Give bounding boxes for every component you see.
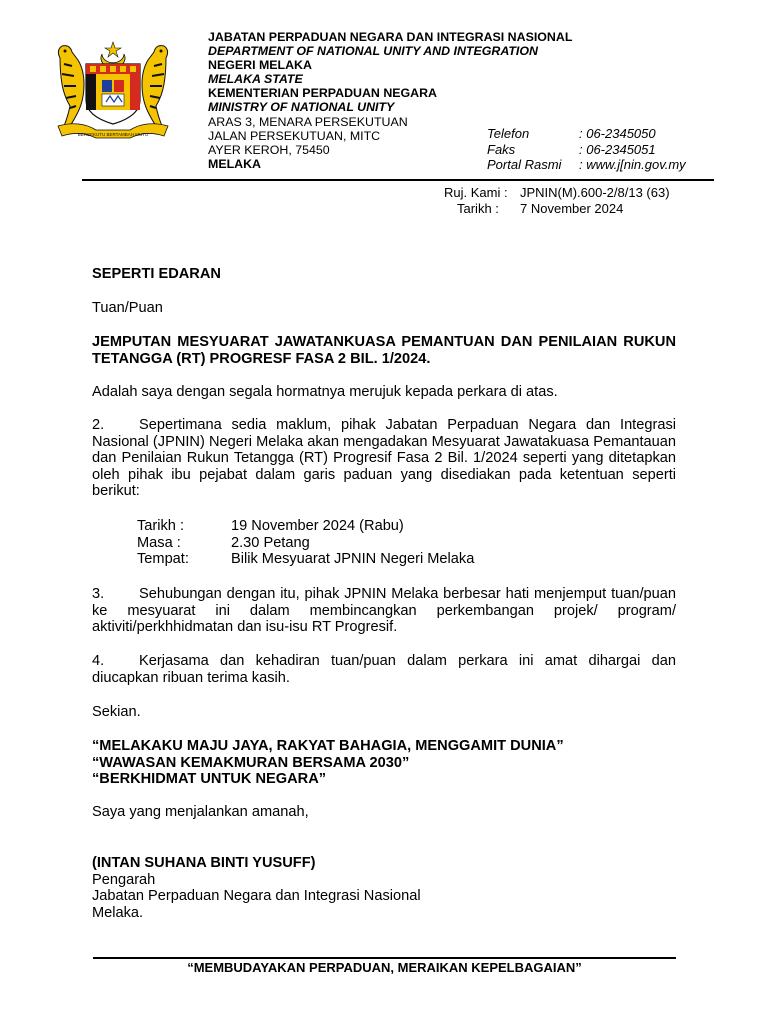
coat-of-arms-logo <box>50 40 176 140</box>
phone-value: : 06-2345050 <box>579 126 656 141</box>
address-line: AYER KEROH, 75450 <box>208 142 330 157</box>
schedule-value: Bilik Mesyuarat JPNIN Negeri Melaka <box>231 551 475 568</box>
address-line: MELAKA <box>208 156 261 171</box>
fax-label: Faks <box>487 141 516 157</box>
schedule-value: 19 November 2024 (Rabu) <box>231 518 404 534</box>
letterhead-line: MELAKA STATE <box>208 72 303 87</box>
schedule-label: Tempat: <box>137 551 189 568</box>
schedule-row <box>137 551 474 568</box>
slogan: “MELAKAKU MAJU JAYA, RAKYAT BAHAGIA, MENGGAMIT DUNIA” <box>92 738 564 754</box>
schedule-value: 2.30 Petang <box>231 534 310 551</box>
slogan: “WAWASAN KEMAKMURAN BERSAMA 2030” <box>92 754 410 771</box>
footer-divider <box>93 957 676 959</box>
motto-ribbon <box>58 124 168 138</box>
contact-phone <box>487 126 686 142</box>
reference-row <box>444 185 670 201</box>
address-line: JALAN PERSEKUTUAN, MITC <box>208 128 381 143</box>
right-tiger-icon <box>142 46 168 126</box>
signatory-org: Jabatan Perpaduan Negara dan Integrasi Nasional <box>92 888 421 905</box>
fax-value: : 06-2345051 <box>579 141 656 157</box>
phone-label: Telefon <box>487 126 530 141</box>
ref-label: Ruj. Kami : <box>444 185 508 200</box>
letterhead-line: MINISTRY OF NATIONAL UNITY <box>208 100 395 115</box>
letterhead-line: JABATAN PERPADUAN NEGARA DAN INTEGRASI NASIONAL <box>208 30 573 44</box>
letterhead-line: NEGERI MELAKA <box>208 58 312 73</box>
slogans <box>92 738 676 788</box>
portal-value: : www.j[nin.gov.my <box>579 157 686 172</box>
ref-value: JPNIN(M).600-2/8/13 (63) <box>520 185 670 200</box>
paragraph-number: 3. <box>92 586 105 602</box>
contact-fax <box>487 142 686 158</box>
schedule-label: Masa : <box>137 534 181 551</box>
meeting-schedule <box>137 518 474 568</box>
contact-portal <box>487 157 686 173</box>
footer-motto: “MEMBUDAYAKAN PERPADUAN, MERAIKAN KEPELBAGAIAN” <box>187 960 582 975</box>
schedule-label: Tarikh : <box>137 518 185 534</box>
paragraph-1: Adalah saya dengan segala hormatnya merujuk kepada perkara di atas. <box>92 384 558 400</box>
paragraph-text: Sehubungan dengan itu, pihak JPNIN Melaka berbesar hati menjemput tuan/puan ke mesyuarat ini dalam membincangkan perkembangan projek/ program/ aktiviti/perkhhidmatan dan isu-isu RT Progresif. <box>92 586 676 636</box>
coat-of-arms-icon <box>50 40 176 140</box>
contact-block <box>487 126 686 173</box>
date-label: Tarikh : <box>457 201 499 216</box>
paragraph-4 <box>92 653 676 686</box>
signature-block <box>92 855 676 921</box>
motto-text: BERSEKUTU BERTAMBAH MUTU <box>77 132 149 137</box>
salutation: Tuan/Puan <box>92 300 163 316</box>
signatory-title: Pengarah <box>92 871 156 888</box>
date-value: 7 November 2024 <box>520 201 624 216</box>
left-tiger-icon <box>58 46 84 126</box>
closing: Sekian. <box>92 704 141 720</box>
recipient: SEPERTI EDARAN <box>92 266 221 282</box>
subject: JEMPUTAN MESYUARAT JAWATANKUASA PEMANTUAN DAN PENILAIAN RUKUN TETANGGA (RT) PROGRESF FASA 2 BIL. 1/2024. <box>92 334 676 367</box>
paragraph-3 <box>92 586 676 636</box>
shield-icon <box>86 64 140 124</box>
paragraph-text: Kerjasama dan kehadiran tuan/puan dalam perkara ini amat dihargai dan diucapkan ribuan terima kasih. <box>92 653 676 686</box>
portal-label: Portal Rasmi <box>487 157 562 172</box>
paragraph-2 <box>92 417 676 500</box>
paragraph-number: 2. <box>92 417 105 433</box>
paragraph-text: Sepertimana sedia maklum, pihak Jabatan Perpaduan Negara dan Integrasi Nasional (JPNIN) Negeri Melaka akan mengadakan Mesyuarat Jawatakuasa Pemantauan dan Penilaian Rukun Tetangga (RT) Progresif Fasa 2 Bil. 1/2024 seperti yang ditetapkan oleh pihak ibu pejabat dalam garis paduan yang disediakan pada ketentuan seperti berikut: <box>92 417 676 500</box>
reference-block <box>444 185 670 217</box>
header-divider <box>82 179 714 181</box>
schedule-row <box>137 535 474 552</box>
letterhead-line: KEMENTERIAN PERPADUAN NEGARA <box>208 86 438 101</box>
date-row <box>444 201 670 217</box>
signatory-place: Melaka. <box>92 904 144 921</box>
trust-line: Saya yang menjalankan amanah, <box>92 804 309 820</box>
paragraph-number: 4. <box>92 653 105 669</box>
slogan: “BERKHIDMAT UNTUK NEGARA” <box>92 771 327 788</box>
signatory-name: (INTAN SUHANA BINTI YUSUFF) <box>92 855 316 871</box>
letterhead-line: DEPARTMENT OF NATIONAL UNITY AND INTEGRATION <box>208 44 538 59</box>
address-line: ARAS 3, MENARA PERSEKUTUAN <box>208 114 408 129</box>
schedule-row <box>137 518 474 535</box>
